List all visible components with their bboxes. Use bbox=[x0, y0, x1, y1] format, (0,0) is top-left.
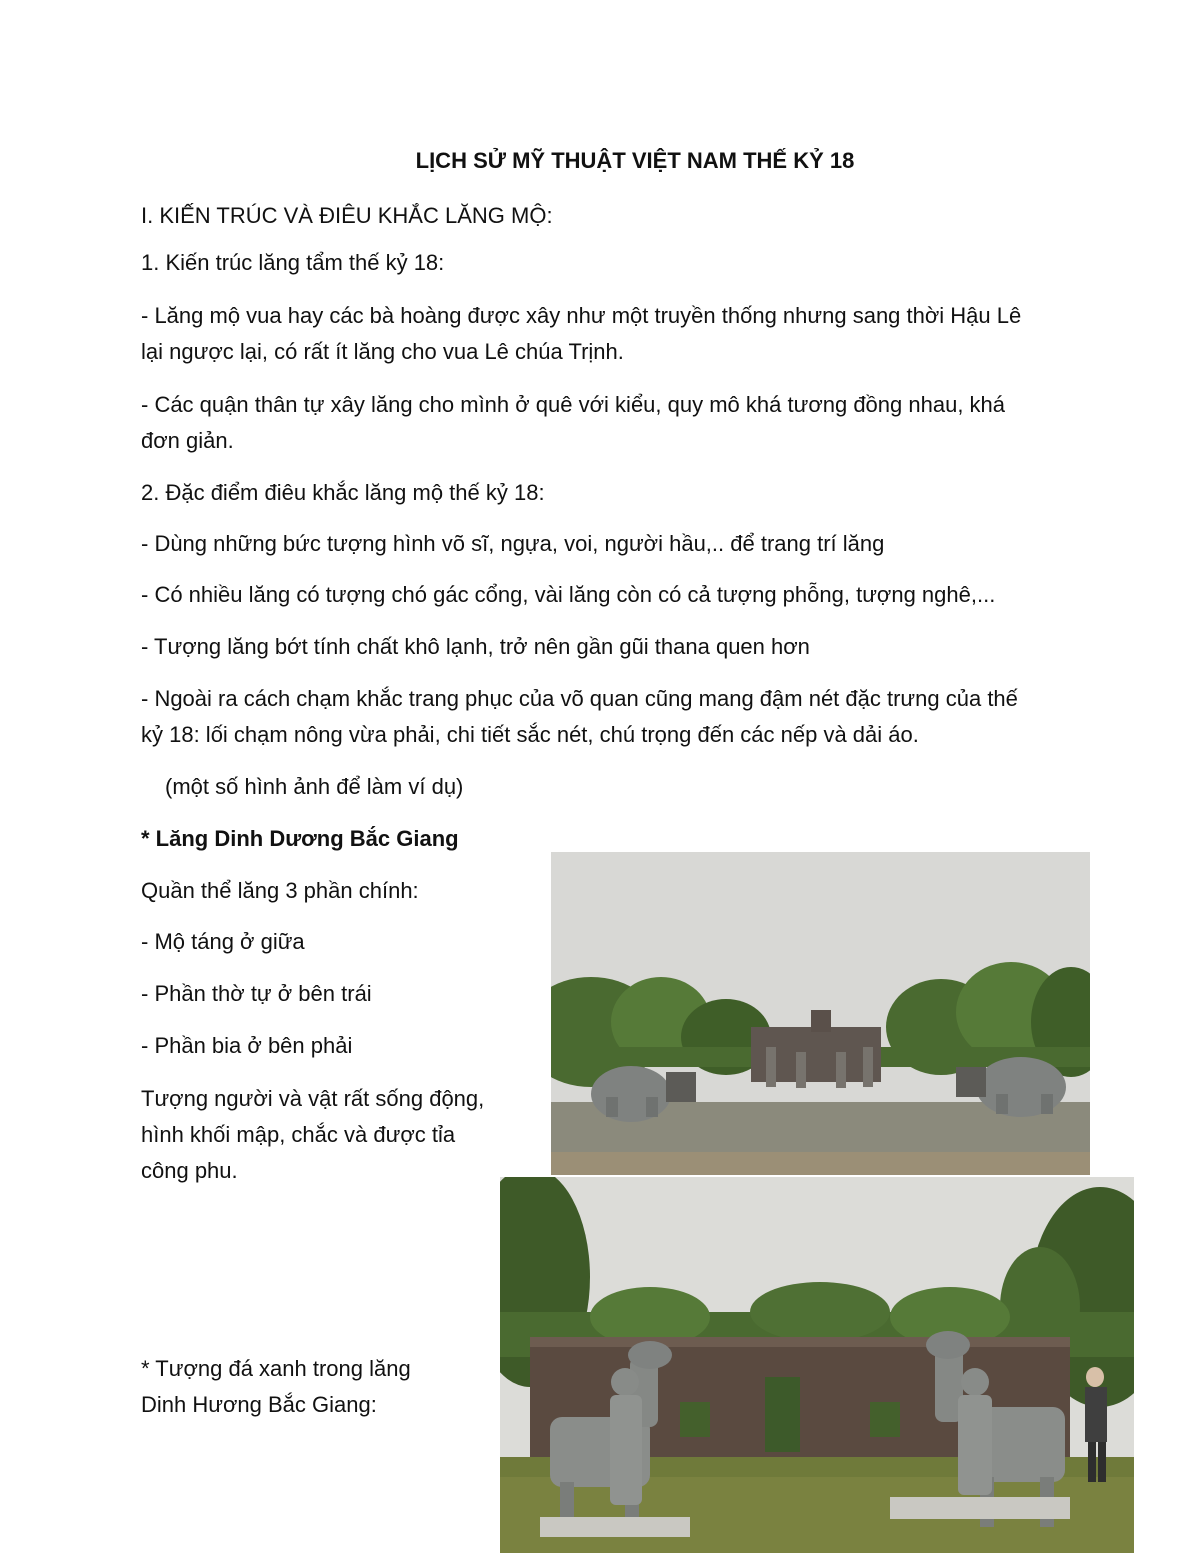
statue-description-line-2: hình khối mập, chắc và được tỉa bbox=[141, 1122, 456, 1147]
page-title: LỊCH SỬ MỸ THUẬT VIỆT NAM THẾ KỶ 18 bbox=[415, 148, 855, 173]
heading-lang-dinh-duong: * Lăng Dinh Dương Bắc Giang bbox=[141, 826, 459, 851]
paragraph-2-line-2: đơn giản. bbox=[141, 428, 234, 453]
part-stele-right: - Phần bia ở bên phải bbox=[141, 1033, 353, 1058]
part-worship-left: - Phần thờ tự ở bên trái bbox=[141, 981, 372, 1006]
bullet-carving-line-1: - Ngoài ra cách chạm khắc trang phục của võ quan cũng mang đậm nét đặc trưng của thế bbox=[141, 686, 1018, 711]
bullet-less-cold: - Tượng lăng bớt tính chất khô lạnh, trở nên gần gũi thana quen hơn bbox=[141, 634, 810, 659]
section-heading-architecture: I. KIẾN TRÚC VÀ ĐIÊU KHẮC LĂNG MỘ: bbox=[141, 203, 553, 228]
mausoleum-courtyard-image bbox=[551, 852, 1090, 1175]
stone-horse-statues-photo bbox=[500, 1177, 1134, 1553]
mausoleum-courtyard-photo bbox=[551, 852, 1090, 1175]
bullet-guard-dogs: - Có nhiều lăng có tượng chó gác cổng, vài lăng còn có cả tượng phỗng, tượng nghê,... bbox=[141, 582, 996, 607]
subheading-mausoleum-architecture: 1. Kiến trúc lăng tẩm thế kỷ 18: bbox=[141, 250, 445, 275]
bullet-carving-line-2: kỷ 18: lối chạm nông vừa phải, chi tiết sắc nét, chú trọng đến các nếp và dải áo. bbox=[141, 722, 919, 747]
stone-statue-caption-line-1: * Tượng đá xanh trong lăng bbox=[141, 1356, 411, 1381]
paragraph-1-line-1: - Lăng mộ vua hay các bà hoàng được xây như một truyền thống nhưng sang thời Hậu Lê bbox=[141, 303, 1022, 328]
paragraph-1-line-2: lại ngược lại, có rất ít lăng cho vua Lê chúa Trịnh. bbox=[141, 339, 624, 364]
example-note: (một số hình ảnh để làm ví dụ) bbox=[165, 774, 464, 799]
intro-main-parts: Quần thể lăng 3 phần chính: bbox=[141, 878, 419, 903]
part-tomb-center: - Mộ táng ở giữa bbox=[141, 929, 305, 954]
statue-description-line-1: Tượng người và vật rất sống động, bbox=[141, 1086, 485, 1111]
stone-horse-statues-image bbox=[500, 1177, 1134, 1553]
statue-description-line-3: công phu. bbox=[141, 1158, 238, 1183]
bullet-statues: - Dùng những bức tượng hình võ sĩ, ngựa, voi, người hầu,.. để trang trí lăng bbox=[141, 531, 885, 556]
paragraph-2-line-1: - Các quận thân tự xây lăng cho mình ở quê với kiểu, quy mô khá tương đồng nhau, khá bbox=[141, 392, 1006, 417]
subheading-sculpture-features: 2. Đặc điểm điêu khắc lăng mộ thế kỷ 18: bbox=[141, 480, 545, 505]
stone-statue-caption-line-2: Dinh Hương Bắc Giang: bbox=[141, 1392, 377, 1417]
